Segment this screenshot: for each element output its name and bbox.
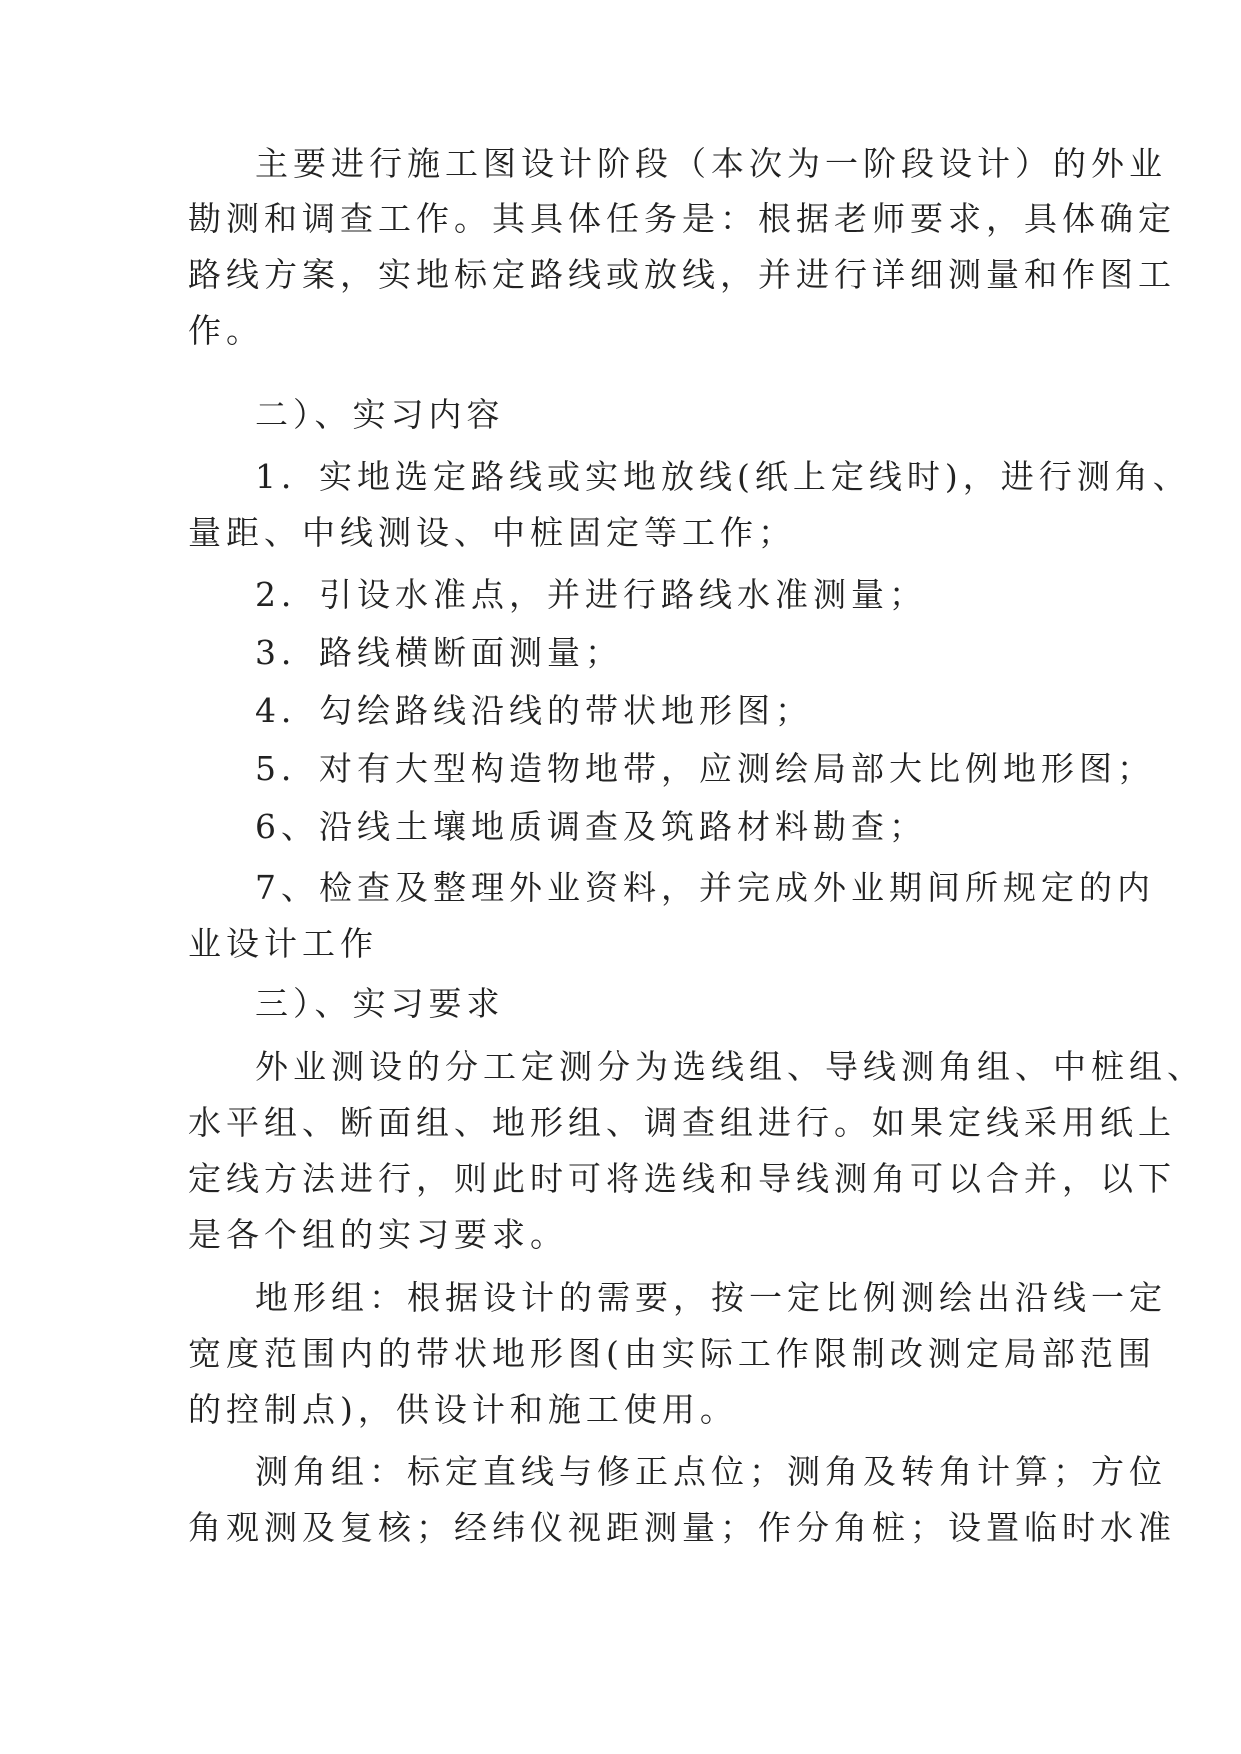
text-line: 测角组：标定直线与修正点位；测角及转角计算；方位 [255, 1452, 1167, 1491]
text-line: 的控制点)，供设计和施工使用。 [188, 1390, 738, 1429]
text-line: 定线方法进行，则此时可将选线和导线测角可以合并，以下 [188, 1159, 1176, 1198]
text-line: 水平组、断面组、地形组、调查组进行。如果定线采用纸上 [188, 1103, 1176, 1142]
text-line: 主要进行施工图设计阶段（本次为一阶段设计）的外业 [255, 144, 1167, 183]
text-line: 角观测及复核；经纬仪视距测量；作分角桩；设置临时水准 [188, 1508, 1176, 1547]
text-line: 地形组：根据设计的需要，按一定比例测绘出沿线一定 [255, 1278, 1167, 1317]
list-item: 4．勾绘路线沿线的带状地形图； [255, 691, 813, 730]
list-item: 1．实地选定路线或实地放线(纸上定线时)，进行测角、 [255, 457, 1191, 496]
text-line: 宽度范围内的带状地形图(由实际工作限制改测定局部范围 [188, 1334, 1156, 1373]
list-item: 5．对有大型构造物地带，应测绘局部大比例地形图； [255, 749, 1155, 788]
list-item-continuation: 量距、中线测设、中桩固定等工作； [188, 513, 796, 552]
list-item: 3．路线横断面测量； [255, 633, 623, 672]
list-item: 7、检查及整理外业资料，并完成外业期间所规定的内 [255, 868, 1155, 907]
section-heading: 三）、实习要求 [255, 984, 505, 1023]
list-item: 6、沿线土壤地质调查及筑路材料勘查； [255, 807, 927, 846]
text-line: 勘测和调查工作。其具体任务是：根据老师要求，具体确定 [188, 199, 1176, 238]
text-line: 路线方案，实地标定路线或放线，并进行详细测量和作图工 [188, 255, 1176, 294]
section-heading: 二）、实习内容 [255, 395, 505, 434]
text-line: 外业测设的分工定测分为选线组、导线测角组、中桩组、 [255, 1047, 1205, 1086]
list-item-continuation: 业设计工作 [188, 924, 378, 963]
text-line: 是各个组的实习要求。 [188, 1215, 568, 1254]
text-line: 作。 [188, 311, 264, 350]
list-item: 2．引设水准点，并进行路线水准测量； [255, 575, 927, 614]
